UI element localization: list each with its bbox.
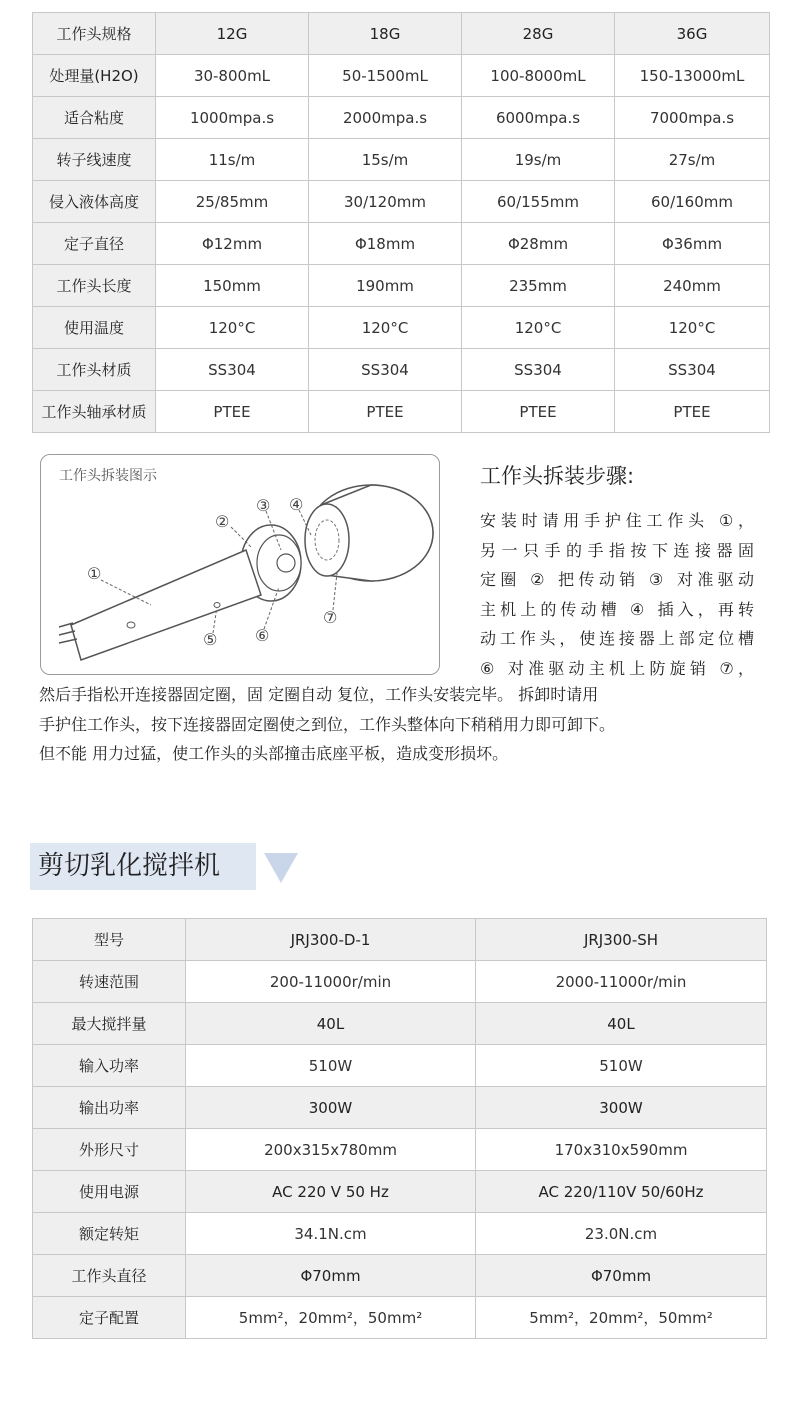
table-cell: 150-13000mL (615, 55, 770, 97)
table-cell: Φ70mm (186, 1255, 476, 1297)
diagram-label-1: ① (87, 564, 102, 583)
table-cell: 36G (615, 13, 770, 55)
table-cell: 15s/m (309, 139, 462, 181)
table-row (33, 13, 770, 55)
steps-paragraph-bottom (39, 680, 755, 769)
diagram-label-2: ② (215, 512, 230, 531)
table-row (33, 961, 767, 1003)
table-cell: PTEE (156, 391, 309, 433)
table-cell: 190mm (309, 265, 462, 307)
steps-line: 主机上的传动槽 ④ 插入，再转 (480, 599, 754, 619)
section-title: 剪切乳化搅拌机 (30, 843, 256, 890)
table-cell: 50-1500mL (309, 55, 462, 97)
table-row (33, 391, 770, 433)
assembly-illustration (41, 455, 438, 673)
table-cell: 输出功率 (33, 1087, 186, 1129)
table-cell: AC 220/110V 50/60Hz (476, 1171, 767, 1213)
steps-line: ⑥ 对准驱动主机上防旋销 ⑦， (480, 658, 754, 678)
table-row (33, 265, 770, 307)
diagram-label-6: ⑥ (255, 626, 270, 645)
table-cell: Φ28mm (462, 223, 615, 265)
table-cell: 30-800mL (156, 55, 309, 97)
table-row (33, 1171, 767, 1213)
table-row (33, 55, 770, 97)
assembly-diagram (40, 454, 440, 675)
table-cell: 120°C (156, 307, 309, 349)
table-row (33, 139, 770, 181)
steps-line: 另一只手的手指按下连接器固 (480, 540, 754, 560)
table-cell: SS304 (615, 349, 770, 391)
table-row (33, 1213, 767, 1255)
table-cell: 235mm (462, 265, 615, 307)
steps-paragraph-right (480, 506, 754, 683)
table-cell: 2000mpa.s (309, 97, 462, 139)
table-cell: 1000mpa.s (156, 97, 309, 139)
table-cell: 适合粘度 (33, 97, 156, 139)
table-cell: 170x310x590mm (476, 1129, 767, 1171)
steps-line: 定圈 ② 把传动销 ③ 对准驱动 (480, 570, 754, 589)
table-cell: 处理量(H2O) (33, 55, 156, 97)
table-cell: PTEE (309, 391, 462, 433)
table-row (33, 349, 770, 391)
table-cell: 7000mpa.s (615, 97, 770, 139)
table-cell: 2000-11000r/min (476, 961, 767, 1003)
table-row (33, 1129, 767, 1171)
table-cell: 工作头材质 (33, 349, 156, 391)
table-cell: 510W (476, 1045, 767, 1087)
table-cell: 60/155mm (462, 181, 615, 223)
table-cell: 工作头轴承材质 (33, 391, 156, 433)
table-cell: Φ12mm (156, 223, 309, 265)
table-cell: 工作头长度 (33, 265, 156, 307)
table-row (33, 307, 770, 349)
table-cell: 34.1N.cm (186, 1213, 476, 1255)
table-cell: 23.0N.cm (476, 1213, 767, 1255)
table-row (33, 223, 770, 265)
diagram-label-3: ③ (256, 496, 271, 515)
table-cell: 30/120mm (309, 181, 462, 223)
table-cell: 外形尺寸 (33, 1129, 186, 1171)
table-cell: 18G (309, 13, 462, 55)
table-cell: 200x315x780mm (186, 1129, 476, 1171)
diagram-label-5: ⑤ (203, 630, 218, 649)
table-cell: 侵入液体高度 (33, 181, 156, 223)
steps-line: 动工作头，使连接器上部定位槽 (480, 629, 754, 648)
table-row (33, 1087, 767, 1129)
table-cell: Φ70mm (476, 1255, 767, 1297)
table-cell: 100-8000mL (462, 55, 615, 97)
table-cell: 200-11000r/min (186, 961, 476, 1003)
diagram-label-4: ④ (289, 495, 304, 514)
steps-title: 工作头拆装步骤: (480, 464, 635, 488)
table-cell: Φ36mm (615, 223, 770, 265)
table-row (33, 1297, 767, 1339)
table-cell: 工作头直径 (33, 1255, 186, 1297)
table-cell: 19s/m (462, 139, 615, 181)
table-cell: 60/160mm (615, 181, 770, 223)
table-cell: 120°C (462, 307, 615, 349)
table-row (33, 1255, 767, 1297)
table-cell: 150mm (156, 265, 309, 307)
section-triangle-icon (264, 853, 298, 883)
table-cell: SS304 (309, 349, 462, 391)
table-cell: AC 220 V 50 Hz (186, 1171, 476, 1213)
mixer-spec-table (32, 918, 767, 1339)
table-cell: 27s/m (615, 139, 770, 181)
table-cell: 40L (186, 1003, 476, 1045)
steps-line: 然后手指松开连接器固定圈，固 定圈自动 复位，工作头安装完毕。 拆卸时请用 (39, 685, 599, 704)
table-row (33, 1045, 767, 1087)
table-cell: PTEE (462, 391, 615, 433)
table-cell: 定子配置 (33, 1297, 186, 1339)
table-cell: 5mm²，20mm²，50mm² (476, 1297, 767, 1339)
table-cell: 120°C (615, 307, 770, 349)
table-cell: 额定转矩 (33, 1213, 186, 1255)
diagram-title: 工作头拆装图示 (59, 468, 157, 484)
table-cell: SS304 (462, 349, 615, 391)
table-row (33, 919, 767, 961)
table-cell: 40L (476, 1003, 767, 1045)
steps-line: 安装时请用手护住工作头 ①， (480, 511, 754, 530)
table-cell: 转子线速度 (33, 139, 156, 181)
working-head-spec-table (32, 12, 770, 433)
table-cell: 300W (476, 1087, 767, 1129)
table-cell: 使用电源 (33, 1171, 186, 1213)
table-row (33, 97, 770, 139)
table-cell: PTEE (615, 391, 770, 433)
table-cell: 240mm (615, 265, 770, 307)
table-cell: 5mm²，20mm²，50mm² (186, 1297, 476, 1339)
table-cell: 使用温度 (33, 307, 156, 349)
table-row (33, 181, 770, 223)
table-cell: 定子直径 (33, 223, 156, 265)
table-cell: 11s/m (156, 139, 309, 181)
table-cell: Φ18mm (309, 223, 462, 265)
table-cell: 300W (186, 1087, 476, 1129)
diagram-label-7: ⑦ (323, 608, 338, 627)
table-cell: 28G (462, 13, 615, 55)
table-cell: 输入功率 (33, 1045, 186, 1087)
table-cell: 12G (156, 13, 309, 55)
steps-line: 手护住工作头，按下连接器固定圈使之到位，工作头整体向下稍稍用力即可卸下。 (39, 714, 616, 734)
table-cell: JRJ300-D-1 (186, 919, 476, 961)
table-cell: 25/85mm (156, 181, 309, 223)
table-cell: 120°C (309, 307, 462, 349)
table-row (33, 1003, 767, 1045)
table-cell: 工作头规格 (33, 13, 156, 55)
table-cell: 最大搅拌量 (33, 1003, 186, 1045)
table-cell: SS304 (156, 349, 309, 391)
table-cell: 510W (186, 1045, 476, 1087)
table-cell: 型号 (33, 919, 186, 961)
table-cell: 6000mpa.s (462, 97, 615, 139)
steps-line: 但不能 用力过猛，使工作头的头部撞击底座平板，造成变形损坏。 (39, 744, 509, 763)
table-cell: 转速范围 (33, 961, 186, 1003)
table-cell: JRJ300-SH (476, 919, 767, 961)
